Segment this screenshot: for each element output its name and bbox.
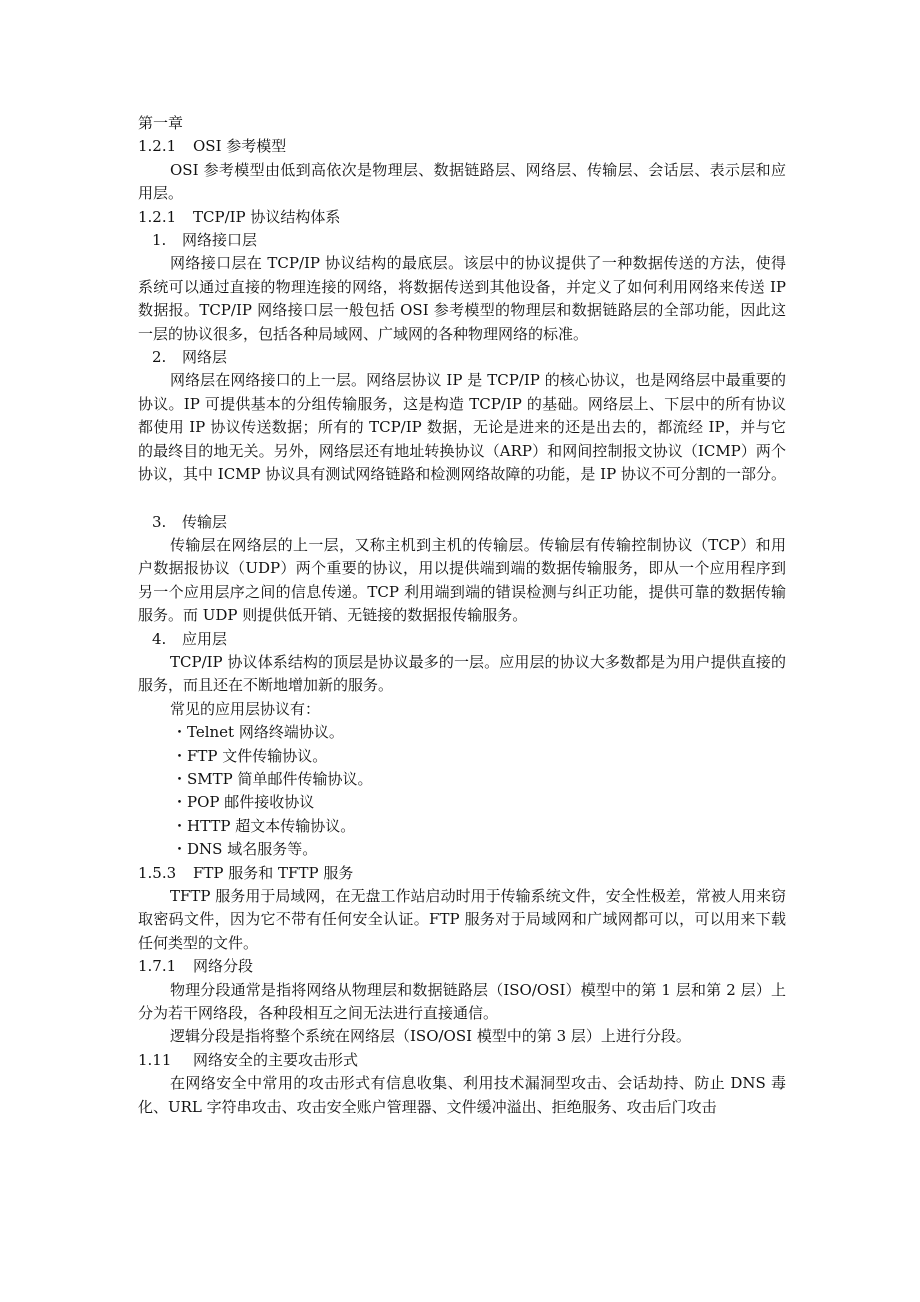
list-heading [138, 628, 786, 651]
item-number: 4. [152, 629, 167, 648]
document-page [138, 112, 786, 1119]
section-number: 1.2.1 [138, 207, 177, 226]
section-heading [138, 955, 786, 978]
paragraph: TFTP 服务用于局域网，在无盘工作站启动时用于传输系统文件，安全性极差，常被人用来窃取密码文件，因为它不带有任何安全认证。FTP 服务对于局域网和广域网都可以，可以用来下载任何类型的文件。 [138, 887, 786, 952]
item-title: 网络接口层 [182, 231, 258, 250]
paragraph: 物理分段通常是指将网络从物理层和数据链路层（ISO/OSI）模型中的第 1 层和第 2 层）上分为若干网络段，各种段相互之间无法进行直接通信。 [138, 980, 786, 1023]
section-number: 1.2.1 [138, 137, 177, 156]
paragraph: TCP/IP 协议体系结构的顶层是协议最多的一层。应用层的协议大多数都是为用户提供直接的服务，而且还在不断地增加新的服务。 [138, 652, 786, 695]
item-number: 2. [152, 348, 167, 367]
section-title: 网络安全的主要攻击形式 [193, 1050, 359, 1069]
section-number: 1.5.3 [138, 863, 177, 882]
paragraph: OSI 参考模型由低到高依次是物理层、数据链路层、网络层、传输层、会话层、表示层和应用层。 [138, 160, 786, 203]
item-title: 应用层 [182, 629, 228, 648]
protocol-item: ・POP 邮件接收协议 [172, 793, 315, 812]
paragraph: 网络层在网络接口的上一层。网络层协议 IP 是 TCP/IP 的核心协议，也是网络层中最重要的协议。IP 可提供基本的分组传输服务，这是构造 TCP/IP 的基础。网络层上、下层中的所有协议都使用 IP 协议传送数据；所有的 TCP/IP 数据，无论是进来的还是出去的，都流经 IP，并与它的最终目的地无关。另外，网络层还有地址转换协议（ARP）和网间控制报文协议（ICMP）两个协议，其中 ICMP 协议具有测试网络链路和检测网络故障的功能，是 IP 协议不可分割的一部分。 [138, 371, 786, 484]
section-heading [138, 206, 786, 229]
chapter-title: 第一章 [138, 114, 184, 132]
protocol-item: ・HTTP 超文本传输协议。 [172, 816, 356, 835]
item-title: 传输层 [182, 512, 228, 531]
section-heading [138, 1049, 786, 1072]
section-heading [138, 862, 786, 885]
item-number: 1. [152, 231, 167, 250]
section-title: OSI 参考模型 [193, 137, 287, 156]
protocol-item: ・FTP 文件传输协议。 [172, 746, 328, 765]
protocol-item: ・DNS 域名服务等。 [172, 840, 318, 859]
paragraph: 网络接口层在 TCP/IP 协议结构的最底层。该层中的协议提供了一种数据传送的方法，使得系统可以通过直接的物理连接的网络，将数据传送到其他设备，并定义了如何利用网络来传送 IP 数据报。TCP/IP 网络接口层一般包括 OSI 参考模型的物理层和数据链路层的全部功能，因此这一层的协议很多，包括各种局域网、广域网的各种物理网络的标准。 [138, 254, 786, 343]
list-heading [138, 346, 786, 369]
paragraph: 常见的应用层协议有： [170, 699, 321, 718]
section-title: TCP/IP 协议结构体系 [193, 207, 341, 226]
section-number: 1.11 [138, 1050, 172, 1069]
section-title: FTP 服务和 TFTP 服务 [193, 863, 354, 882]
list-heading [138, 511, 786, 534]
section-number: 1.7.1 [138, 957, 177, 976]
paragraph: 在网络安全中常用的攻击形式有信息收集、利用技术漏洞型攻击、会话劫持、防止 DNS 毒化、URL 字符串攻击、攻击安全账户管理器、文件缓冲溢出、拒绝服务、攻击后门攻击 [138, 1074, 786, 1116]
list-heading [138, 229, 786, 252]
item-title: 网络层 [182, 348, 228, 367]
protocol-item: ・SMTP 简单邮件传输协议。 [172, 769, 373, 788]
item-number: 3. [152, 512, 167, 531]
spacer [138, 487, 786, 511]
section-title: 网络分段 [193, 957, 254, 976]
paragraph: 逻辑分段是指将整个系统在网络层（ISO/OSI 模型中的第 3 层）上进行分段。 [170, 1027, 691, 1046]
protocol-item: ・Telnet 网络终端协议。 [172, 723, 344, 742]
section-heading [138, 135, 786, 158]
paragraph: 传输层在网络层的上一层，又称主机到主机的传输层。传输层有传输控制协议（TCP）和用户数据报协议（UDP）两个重要的协议，用以提供端到端的数据传输服务，即从一个应用程序到另一个应用层序之间的信息传递。TCP 利用端到端的错误检测与纠正功能，提供可靠的数据传输服务。而 UDP 则提供低开销、无链接的数据报传输服务。 [138, 535, 786, 625]
